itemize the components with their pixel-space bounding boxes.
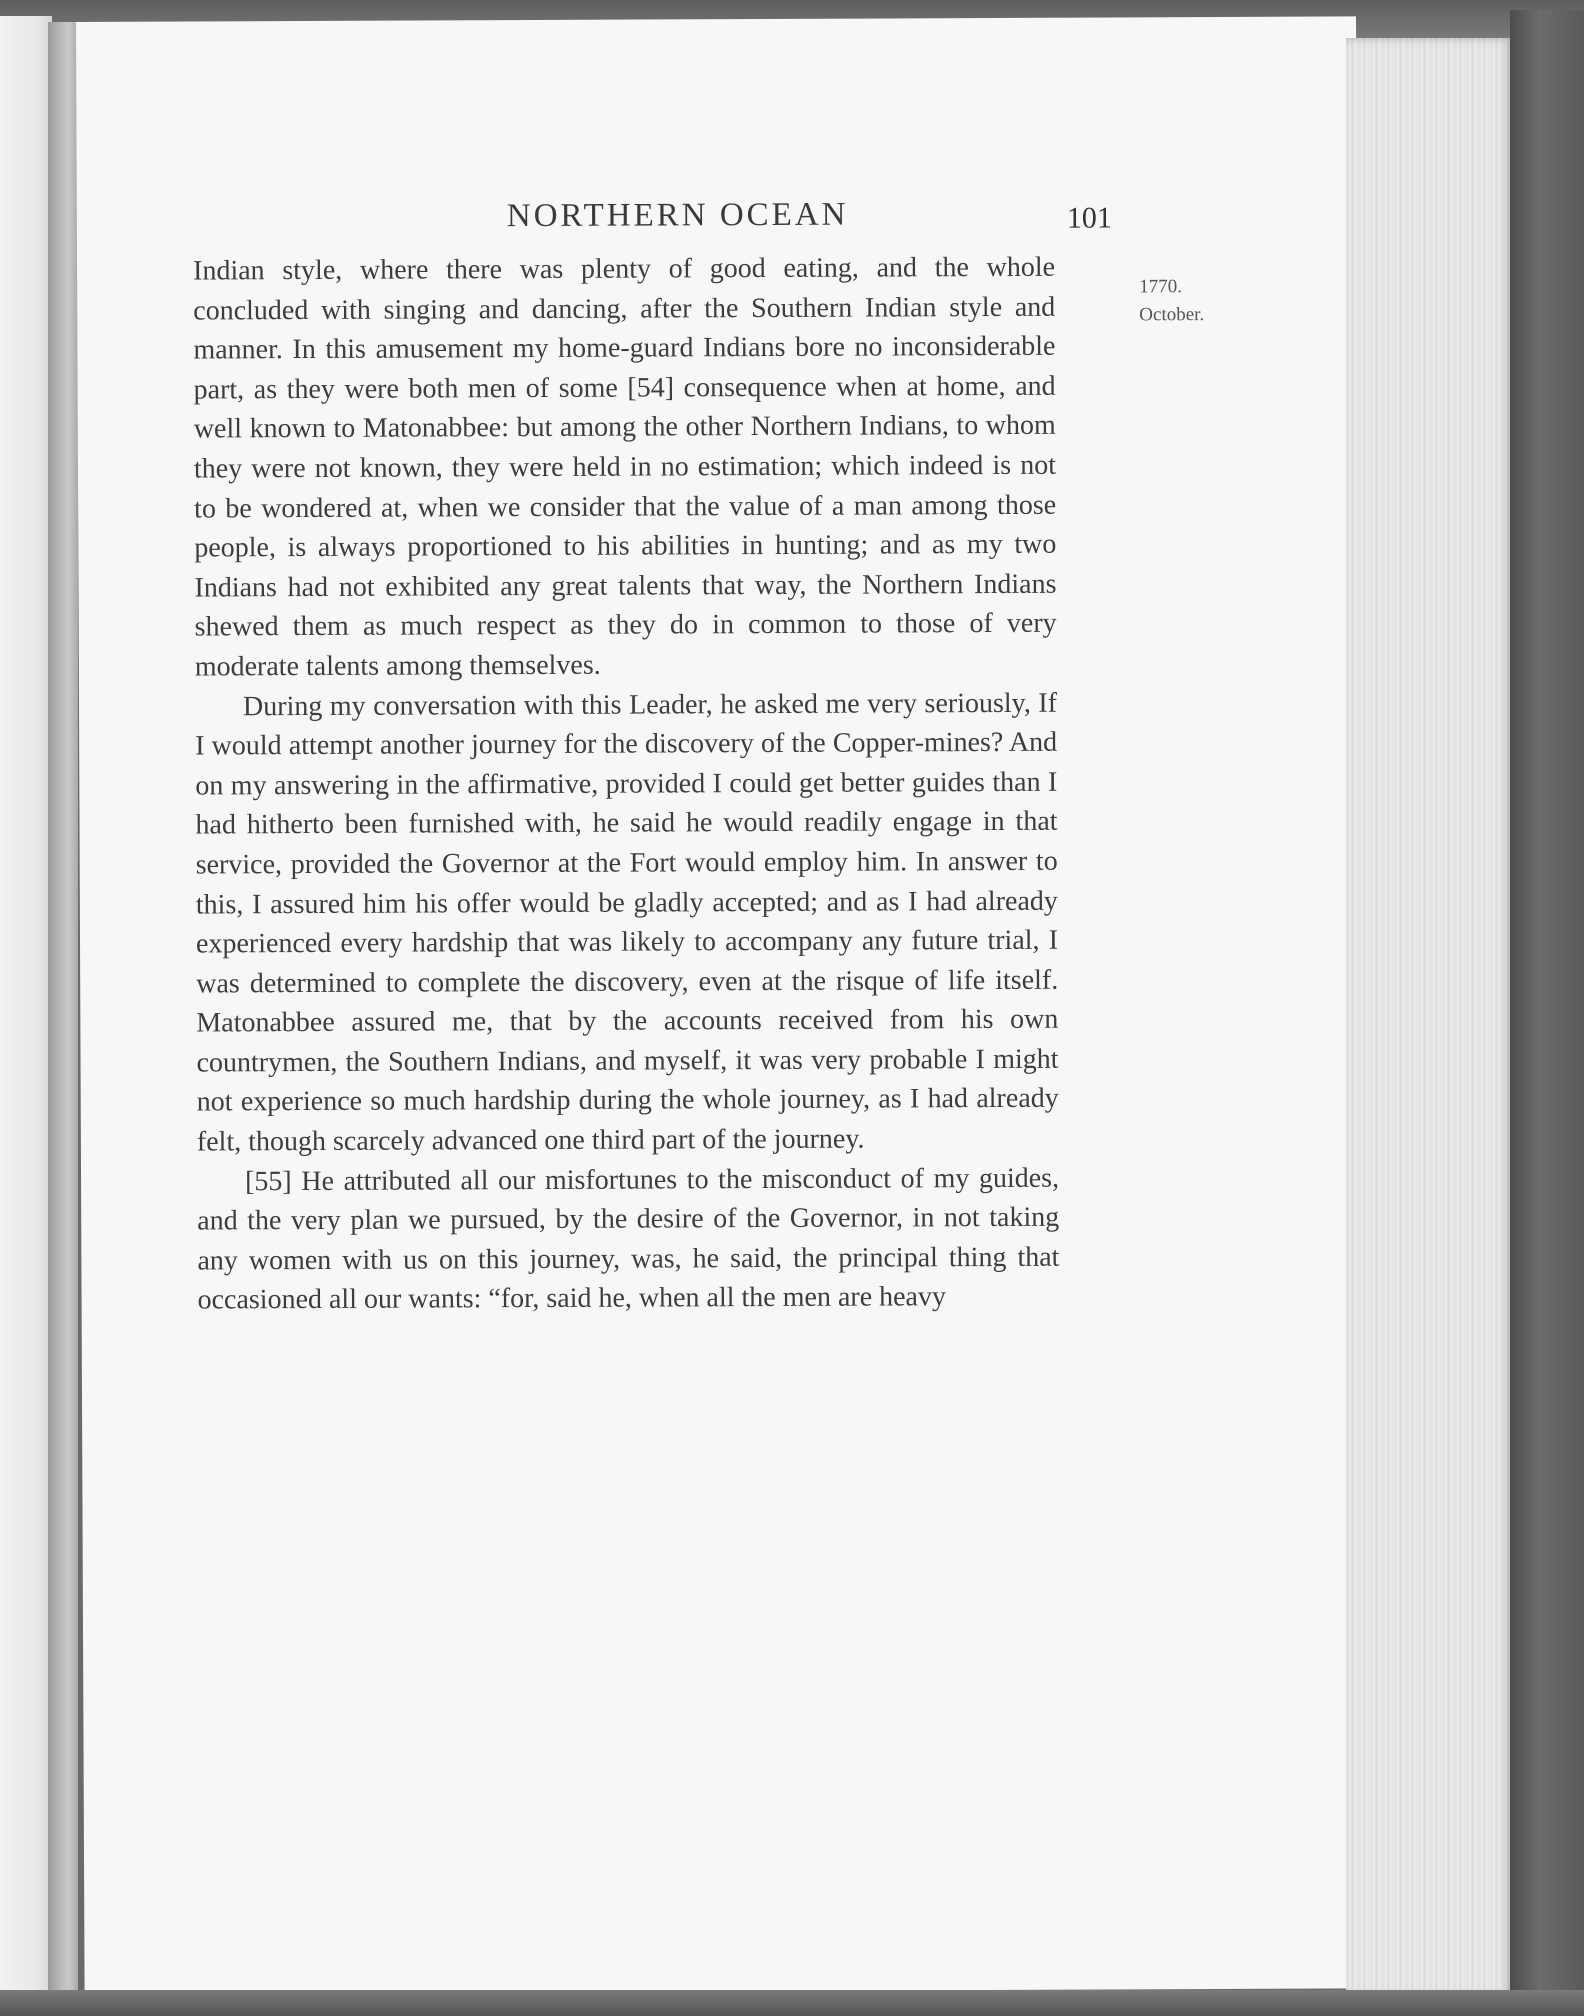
book-page: [76, 16, 1365, 1994]
facing-page-edge: [0, 16, 52, 2006]
book-gutter: [48, 22, 78, 2002]
paragraph-1: Indian style, where there was plenty of good eating, and the whole concluded with singing and dancing, after the Southern Indian style and manner. In this amusement my home-guard Indians bore no inconsiderable part, as they were both men of some [54] consequence when at home, and well known to Matonabbee: but among the other Northern Indians, to whom they were not known, they were held in no estimation; which indeed is not to be wondered at, when we consider that the value of a man among those people, is always proportioned to his abilities in hunting; and as my two Indians had not exhibited any great talents that way, the Northern Indians shewed them as much respect as they do in common to those of very moderate talents among themselves.: [193, 251, 1057, 683]
margin-note-year: 1770.: [1139, 276, 1182, 298]
running-head: NORTHERN OCEAN: [506, 196, 849, 235]
body-text: [193, 248, 1060, 1321]
paragraph-2: During my conversation with this Leader, he asked me very seriously, If I would attempt another journey for the discovery of the Copper-mines? And on my answering in the affirmative, provided I could get better guides than I had hitherto been furnished with, he said he would readily engage in that service, provided the Governor at the Fort would employ him. In answer to this, I assured him his offer would be gladly accepted; and as I had already experienced every hardship that was likely to accompany any future trial, I was determined to complete the discovery, even at the risque of life itself. Matonabbee assured me, that by the accounts received from his own countrymen, the Southern Indians, and myself, it was very probable I might not experience so much hardship during the whole journey, as I had already felt, though scarcely advanced one third part of the journey.: [195, 687, 1059, 1158]
page-number: 101: [1066, 201, 1112, 235]
page-block-edges: [1346, 38, 1514, 1996]
margin-note-month: October.: [1139, 304, 1205, 326]
book-cover-edge: [1510, 10, 1584, 2016]
margin-note: [1139, 273, 1204, 329]
paragraph-3: [55] He attributed all our misfortunes to the misconduct of my guides, and the very plan we pursued, by the desire of the Governor, in not taking any women with us on this journey, was, he said, the principal thing that occasioned all our wants: “for, said he, when all the men are heavy: [197, 1162, 1060, 1316]
scan-bottom-edge: [0, 1990, 1584, 2016]
